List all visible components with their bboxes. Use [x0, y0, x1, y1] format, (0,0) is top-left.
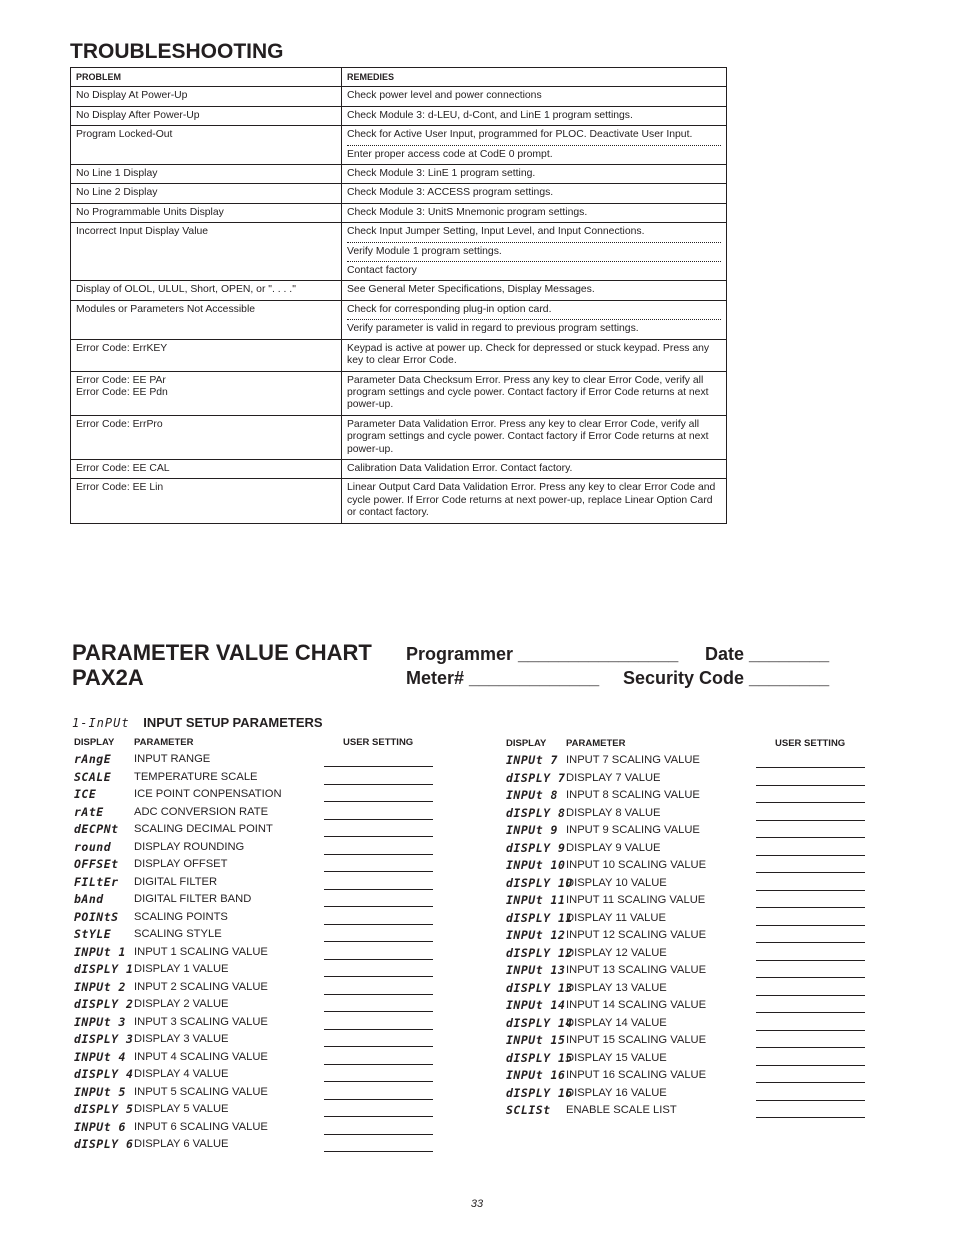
problem-cell: No Programmable Units Display [71, 203, 342, 222]
parameter-name: INPUT 12 SCALING VALUE [566, 929, 707, 941]
parameter-name: INPUT 8 SCALING VALUE [566, 789, 700, 801]
problem-column-header: PROBLEM [71, 68, 342, 87]
remedy-line: Check Input Jumper Setting, Input Level, and Input Connections. [347, 226, 645, 238]
display-code: dISPLY 7 [506, 770, 566, 785]
problem-cell: Display of OLOL, ULUL, Short, OPEN, or ". . . ." [71, 281, 342, 300]
parameter-row [74, 805, 434, 823]
parameter-name: DISPLAY 12 VALUE [566, 946, 667, 959]
section-heading [72, 715, 323, 730]
remedy-line: Check Module 3: d-LEU, d-Cont, and LinE 1 program settings. [347, 109, 633, 121]
parameter-name: INPUT 11 SCALING VALUE [566, 894, 706, 906]
remedies-cell [342, 459, 727, 478]
parameter-row [506, 998, 866, 1016]
user-setting-line[interactable] [324, 784, 433, 785]
problem-cell: Error Code: ErrKEY [71, 339, 342, 371]
user-setting-line[interactable] [324, 766, 433, 767]
user-setting-line[interactable] [756, 977, 865, 978]
user-setting-line[interactable] [324, 1134, 433, 1135]
parameter-row [74, 822, 434, 840]
remedies-cell [342, 106, 727, 125]
parameter-chart-title [72, 640, 372, 690]
remedy-line: Keypad is active at power up. Check for depressed or stuck keypad. Press any key to clear Error Code. [347, 342, 710, 367]
user-setting-line[interactable] [324, 1064, 433, 1065]
parameter-name: DISPLAY 10 VALUE [566, 876, 667, 889]
display-code: INPUt 16 [506, 1068, 566, 1082]
remedies-cell [342, 300, 727, 339]
right-parameter-header: PARAMETER [566, 738, 626, 749]
user-setting-line[interactable] [756, 1047, 865, 1048]
parameter-row [74, 980, 434, 998]
display-code: INPUt 2 [74, 979, 126, 994]
remedy-line: Check power level and power connections [347, 90, 542, 102]
display-code: dISPLY 14 [506, 1015, 573, 1030]
parameter-name: DISPLAY 15 VALUE [566, 1051, 667, 1064]
parameter-name: DIGITAL FILTER [134, 875, 218, 888]
parameter-name: DISPLAY 16 VALUE [566, 1086, 667, 1099]
remedy-line: Enter proper access code at CodE 0 prompt. [347, 145, 721, 164]
parameter-name: INPUT 7 SCALING VALUE [566, 754, 700, 766]
parameter-name: INPUT 2 SCALING VALUE [134, 980, 268, 993]
parameter-row [74, 857, 434, 875]
user-setting-line[interactable] [324, 994, 433, 995]
display-code: dISPLY 16 [506, 1085, 573, 1100]
user-setting-line[interactable] [756, 1082, 865, 1083]
parameter-name: TEMPERATURE SCALE [134, 770, 258, 783]
display-code: dISPLY 2 [74, 997, 134, 1011]
parameter-name: DISPLAY 5 VALUE [134, 1103, 229, 1115]
user-setting-line[interactable] [756, 960, 865, 961]
user-setting-line[interactable] [324, 819, 433, 820]
parameter-row [506, 1051, 866, 1069]
user-setting-line[interactable] [324, 1011, 433, 1012]
parameter-name: DISPLAY ROUNDING [134, 840, 245, 853]
remedies-cell [342, 223, 727, 281]
remedy-line: Parameter Data Validation Error. Press any key to clear Error Code, verify all program settings and cycle power. Contact factory if Error Code returns at next power-up. [347, 418, 709, 455]
user-setting-line[interactable] [756, 995, 865, 996]
user-setting-line[interactable] [756, 890, 865, 891]
table-row [71, 87, 727, 106]
display-code: dISPLY 15 [506, 1050, 573, 1065]
right-user-header: USER SETTING [775, 738, 846, 749]
parameter-name: DISPLAY 1 VALUE [134, 963, 229, 975]
display-code: INPUt 11 [506, 893, 566, 907]
parameter-row [74, 1102, 434, 1120]
user-setting-line[interactable] [324, 801, 433, 802]
parameter-row [506, 753, 866, 771]
problem-cell: Error Code: EE PAr Error Code: EE Pdn [71, 371, 342, 415]
remedies-cell [342, 479, 727, 523]
left-display-header: DISPLAY [74, 737, 115, 748]
user-setting-line[interactable] [756, 907, 865, 908]
user-setting-line[interactable] [324, 941, 433, 942]
parameter-row [74, 787, 434, 805]
display-code: INPUt 14 [506, 998, 566, 1012]
remedy-line: Parameter Data Checksum Error. Press any key to clear Error Code, verify all program settings and cycle power. Contact factory if Error Code returns at next power-up. [347, 374, 709, 411]
display-code: INPUt 8 [506, 788, 558, 802]
problem-cell: No Line 1 Display [71, 165, 342, 184]
display-code: INPUt 12 [506, 928, 566, 942]
user-setting-line[interactable] [756, 855, 865, 856]
meter-field: Meter# _____________ [406, 668, 600, 688]
user-setting-line[interactable] [324, 854, 433, 855]
user-setting-line[interactable] [324, 836, 433, 837]
remedy-line: Linear Output Card Data Validation Error. Press any key to clear Error Code and cycle power. If Error Code returns at next power-up, replace Linear Option Card or contact factory. [347, 482, 716, 519]
parameter-row [506, 788, 866, 806]
table-row [71, 223, 727, 281]
parameter-row [74, 840, 434, 858]
remedies-cell [342, 126, 727, 165]
problem-cell: Error Code: EE CAL [71, 459, 342, 478]
display-code: OFFSEt [74, 857, 119, 871]
display-code: INPUt 10 [506, 858, 566, 872]
remedies-cell [342, 203, 727, 222]
parameter-row [74, 997, 434, 1015]
table-row [71, 339, 727, 371]
parameter-name: DISPLAY 11 VALUE [566, 911, 666, 924]
parameter-row [74, 945, 434, 963]
display-code: INPUt 9 [506, 823, 558, 837]
user-setting-line[interactable] [324, 959, 433, 960]
display-code: INPUt 13 [506, 963, 566, 977]
user-setting-line[interactable] [756, 942, 865, 943]
remedies-cell [342, 339, 727, 371]
parameter-row [74, 1067, 434, 1085]
remedies-cell [342, 184, 727, 203]
remedy-line: Verify Module 1 program settings. [347, 242, 721, 261]
display-code: dISPLY 4 [74, 1067, 134, 1081]
display-code: INPUt 4 [74, 1049, 126, 1064]
parameter-row [74, 1015, 434, 1033]
user-setting-line[interactable] [324, 1029, 433, 1030]
parameter-name: DISPLAY 4 VALUE [134, 1068, 229, 1080]
table-row [71, 126, 727, 165]
user-setting-line[interactable] [756, 820, 865, 821]
parameter-name: INPUT 16 SCALING VALUE [566, 1069, 707, 1081]
parameter-row [74, 1032, 434, 1050]
parameter-name: DISPLAY 13 VALUE [566, 981, 667, 994]
parameter-row [74, 752, 434, 770]
parameter-name: INPUT RANGE [134, 753, 211, 765]
display-code: INPUt 1 [74, 944, 126, 959]
remedies-column-header: REMEDIES [342, 68, 727, 87]
display-code: round [74, 839, 112, 854]
programmer-field: Programmer ________________ [406, 644, 679, 664]
parameter-row [74, 1120, 434, 1138]
user-setting-line[interactable] [756, 1065, 865, 1066]
display-code: dISPLY 5 [74, 1102, 134, 1116]
left-user-header: USER SETTING [343, 737, 414, 748]
table-row [71, 371, 727, 415]
table-header-row [71, 68, 727, 87]
user-setting-line[interactable] [324, 906, 433, 907]
problem-cell: No Display At Power-Up [71, 87, 342, 106]
parameter-name: SCALING STYLE [134, 928, 222, 940]
parameter-row [74, 1137, 434, 1155]
display-code: dISPLY 11 [506, 910, 573, 925]
user-setting-line[interactable] [756, 925, 865, 926]
parameter-row [506, 1086, 866, 1104]
parameter-name: INPUT 9 SCALING VALUE [566, 824, 700, 836]
display-code: INPUt 7 [506, 753, 558, 767]
parameter-name: INPUT 14 SCALING VALUE [566, 999, 707, 1011]
parameter-row [506, 1016, 866, 1034]
right-display-header: DISPLAY [506, 738, 547, 749]
table-row [71, 184, 727, 203]
parameter-name: INPUT 10 SCALING VALUE [566, 859, 707, 871]
parameter-name: SCALING DECIMAL POINT [134, 823, 273, 835]
parameter-name: INPUT 6 SCALING VALUE [134, 1120, 268, 1133]
parameter-name: DISPLAY 8 VALUE [566, 806, 661, 819]
parameter-row [74, 875, 434, 893]
problem-cell: No Line 2 Display [71, 184, 342, 203]
display-code: dISPLY 1 [74, 962, 134, 976]
display-code: dISPLY 12 [506, 945, 573, 960]
problem-cell: Error Code: ErrPro [71, 415, 342, 459]
parameter-name: INPUT 3 SCALING VALUE [134, 1015, 268, 1028]
parameter-row [74, 927, 434, 945]
remedy-line: Check for Active User Input, programmed for PLOC. Deactivate User Input. [347, 129, 693, 141]
user-setting-line[interactable] [756, 1100, 865, 1101]
parameter-row [506, 823, 866, 841]
user-setting-line[interactable] [324, 1151, 433, 1152]
display-code: dISPLY 9 [506, 840, 566, 855]
table-row [71, 300, 727, 339]
display-code: ICE [74, 787, 97, 801]
parameter-name: INPUT 5 SCALING VALUE [134, 1085, 268, 1098]
display-code: POINtS [74, 909, 119, 924]
parameter-name: DISPLAY 6 VALUE [134, 1138, 229, 1150]
user-setting-line[interactable] [324, 1099, 433, 1100]
parameter-row [74, 962, 434, 980]
display-code: SCLISt [506, 1103, 551, 1117]
section-code: 1-InPUt [72, 716, 130, 730]
parameter-row [506, 841, 866, 859]
remedy-line: Check Module 3: LinE 1 program setting. [347, 168, 536, 180]
parameter-row [506, 911, 866, 929]
user-setting-line[interactable] [756, 872, 865, 873]
display-code: bAnd [74, 892, 104, 906]
chart-title-line1: PARAMETER VALUE CHART [72, 640, 372, 665]
parameter-row [74, 1050, 434, 1068]
parameter-row [74, 892, 434, 910]
user-setting-line[interactable] [756, 802, 865, 803]
parameter-row [506, 1103, 866, 1121]
parameter-name: DISPLAY 9 VALUE [566, 841, 661, 854]
display-code: dECPNt [74, 822, 119, 836]
parameter-row [506, 876, 866, 894]
parameter-name: DISPLAY 14 VALUE [566, 1016, 667, 1029]
remedies-cell [342, 415, 727, 459]
display-code: dISPLY 8 [506, 805, 566, 820]
problem-cell: Error Code: EE Lin [71, 479, 342, 523]
parameter-row [506, 928, 866, 946]
parameter-name: DISPLAY 3 VALUE [134, 1033, 229, 1045]
remedies-cell [342, 371, 727, 415]
display-code: dISPLY 6 [74, 1137, 134, 1151]
remedy-line: Contact factory [347, 261, 721, 280]
user-setting-line[interactable] [756, 785, 865, 786]
security-code-field: Security Code ________ [623, 668, 830, 688]
troubleshooting-table [70, 67, 727, 524]
table-row [71, 479, 727, 523]
parameter-row [506, 1033, 866, 1051]
display-code: dISPLY 10 [506, 875, 573, 890]
user-setting-line[interactable] [756, 1012, 865, 1013]
parameter-row [506, 771, 866, 789]
page-number: 33 [470, 1198, 484, 1210]
problem-cell: Incorrect Input Display Value [71, 223, 342, 281]
table-row [71, 415, 727, 459]
display-code: INPUt 15 [506, 1033, 566, 1047]
parameter-row [506, 858, 866, 876]
parameter-name: DIGITAL FILTER BAND [134, 893, 252, 905]
parameter-name: ICE POINT CONPENSATION [134, 788, 282, 800]
table-row [71, 106, 727, 125]
remedies-cell [342, 165, 727, 184]
display-code: SCALE [74, 769, 112, 784]
parameter-name: INPUT 4 SCALING VALUE [134, 1050, 268, 1063]
table-row [71, 281, 727, 300]
date-field: Date ________ [705, 644, 830, 664]
parameter-row [506, 1068, 866, 1086]
problem-cell: Program Locked-Out [71, 126, 342, 165]
chart-title-line2: PAX2A [72, 665, 144, 690]
remedy-line: Calibration Data Validation Error. Contact factory. [347, 462, 573, 474]
remedies-cell [342, 281, 727, 300]
parameter-row [74, 910, 434, 928]
user-setting-line[interactable] [324, 924, 433, 925]
parameter-name: DISPLAY 2 VALUE [134, 998, 229, 1010]
display-code: dISPLY 13 [506, 980, 573, 995]
troubleshooting-title: TROUBLESHOOTING [70, 40, 284, 63]
user-setting-line[interactable] [324, 889, 433, 890]
user-setting-line[interactable] [324, 1081, 433, 1082]
parameter-name: SCALING POINTS [134, 910, 228, 923]
parameter-row [74, 770, 434, 788]
parameter-name: ADC CONVERSION RATE [134, 805, 269, 818]
display-code: INPUt 5 [74, 1084, 126, 1099]
parameter-row [74, 1085, 434, 1103]
problem-cell: Modules or Parameters Not Accessible [71, 300, 342, 339]
parameter-name: DISPLAY 7 VALUE [566, 771, 661, 784]
problem-cell: No Display After Power-Up [71, 106, 342, 125]
remedy-line: Check Module 3: ACCESS program settings. [347, 187, 554, 199]
remedy-line: Check for corresponding plug-in option card. [347, 303, 552, 315]
user-setting-line[interactable] [324, 976, 433, 977]
table-row [71, 203, 727, 222]
display-code: StYLE [74, 927, 112, 941]
remedy-line: Verify parameter is valid in regard to previous program settings. [347, 319, 721, 338]
user-setting-line[interactable] [756, 837, 865, 838]
user-setting-line[interactable] [324, 871, 433, 872]
left-parameter-header: PARAMETER [134, 737, 194, 748]
parameter-row [506, 981, 866, 999]
parameter-row [506, 946, 866, 964]
table-row [71, 165, 727, 184]
remedies-cell [342, 87, 727, 106]
display-code: INPUt 3 [74, 1014, 126, 1029]
display-code: rAngE [74, 752, 112, 766]
remedy-line: Check Module 3: UnitS Mnemonic program settings. [347, 206, 588, 218]
parameter-name: DISPLAY OFFSET [134, 858, 228, 870]
parameter-name: INPUT 1 SCALING VALUE [134, 945, 268, 958]
display-code: rAtE [74, 804, 104, 819]
user-setting-line[interactable] [324, 1116, 433, 1117]
user-setting-line[interactable] [756, 1117, 865, 1118]
troubleshooting-body [71, 87, 727, 523]
user-setting-line[interactable] [324, 1046, 433, 1047]
parameter-name: INPUT 15 SCALING VALUE [566, 1034, 707, 1046]
parameter-name: ENABLE SCALE LIST [566, 1104, 677, 1116]
display-code: FILtEr [74, 874, 119, 889]
parameter-row [506, 893, 866, 911]
section-title: INPUT SETUP PARAMETERS [143, 715, 323, 730]
display-code: dISPLY 3 [74, 1032, 134, 1046]
remedy-line: See General Meter Specifications, Display Messages. [347, 284, 595, 296]
parameter-row [506, 963, 866, 981]
user-setting-line[interactable] [756, 1030, 865, 1031]
parameter-row [506, 806, 866, 824]
parameter-name: INPUT 13 SCALING VALUE [566, 964, 707, 976]
table-row [71, 459, 727, 478]
user-setting-line[interactable] [756, 767, 865, 768]
display-code: INPUt 6 [74, 1119, 126, 1134]
